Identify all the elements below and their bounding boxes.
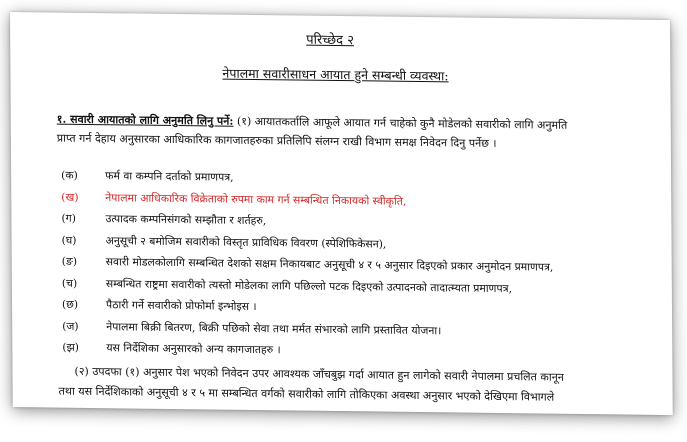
list-item-label: (झ) <box>62 340 79 354</box>
list-item-text: नेपालमा बिक्री बितरण, बिक्री पछिको सेवा तथा मर्मत संभारको लागि प्रस्तावित योजना। <box>106 319 442 337</box>
section1-title: १. सवारी आयातको लागि अनुमति लिनु पर्ने: <box>56 112 234 128</box>
list-item-text: सम्बन्धित राष्ट्रमा सवारीको त्यस्तो मोडेलका लागि पछिल्लो पटक दिइएको उत्पादनको तादात्म्यता प्रमाणपत्र, <box>105 276 513 295</box>
list-item-text: यस निर्देशिका अनुसारको अन्य कागजातहरु । <box>106 341 281 357</box>
para2-line2: तथा यस निर्देशिकाको अनुसूची ४ र ५ मा सम्बन्धित वर्गको सवारीको लागि तोकिएका अवस्था अनुसार भएको देखिएमा विभागले <box>58 384 555 404</box>
list-item-label: (च) <box>61 276 78 290</box>
list-item-text: सवारी मोडलकोलागि सम्बन्धित देशको सक्षम निकायबाट अनुसूची ४ र ५ अनुसार दिइएको प्रकार अनुमोदन प्रमाणपत्र, <box>105 255 554 274</box>
list-item <box>62 297 652 320</box>
list-item <box>62 275 652 298</box>
list-item-text: फर्म वा कम्पनि दर्ताको प्रमाणपत्र, <box>105 169 234 184</box>
list-item <box>61 168 651 191</box>
list-item-label: (घ) <box>61 233 77 247</box>
list-item <box>61 211 651 234</box>
list-item-label: (छ) <box>61 297 79 311</box>
document-page <box>10 12 673 415</box>
list-item <box>62 254 652 277</box>
list-item <box>62 340 652 363</box>
list-item <box>61 189 651 212</box>
list-item-label: (ज) <box>62 319 79 333</box>
list-item-label: (क) <box>61 168 78 182</box>
list-item-text: उत्पादक कम्पनिसंगको सम्झौता र शर्तहरु, <box>105 212 267 228</box>
section1-first-line <box>57 113 568 132</box>
section1-line1: (१) आयातकर्तालि आफूले आयात गर्न चाहेको कुनै मोडेलको सवारीको लागि अनुमति <box>236 114 568 132</box>
subject-heading: नेपालमा सवारीसाधन आयात हुने सम्बन्धी व्यवस्था: <box>222 65 449 84</box>
para2-line1: (२) उपदफा (१) अनुसार पेश भएको निवेदन उपर आवश्यक जाँचबुझ गर्दा आयात हुन लागेको सवारी नेपालमा प्रचलित कानून <box>74 364 564 384</box>
list-item-text: अनुसूची २ बमोजिम सवारीको विस्तृत प्राविधिक विवरण (स्पेशिफिकेसन), <box>105 233 387 251</box>
list-item-label: (ङ) <box>61 254 78 268</box>
list-item <box>62 318 652 341</box>
list-item-label: (ग) <box>61 211 76 225</box>
list-item-text: नेपालमा आधिकारिक विक्रेताको रुपमा काम गर्न सम्बन्धित निकायको स्वीकृति, <box>105 190 407 208</box>
chapter-heading: परिच्छेद २ <box>306 32 354 49</box>
list-item-label: (ख) <box>61 190 79 204</box>
list-item <box>62 232 652 255</box>
section1-line2: प्राप्त गर्न देहाय अनुसारका आधिकारिक कागजातहरुका प्रतिलिपि संलग्न राखी विभाग समक्ष निवेदन दिनु पर्नेछ । <box>56 131 497 150</box>
list-item-text: पैठारी गर्ने सवारीको प्रोफोर्मा इन्भोइस । <box>105 298 257 314</box>
